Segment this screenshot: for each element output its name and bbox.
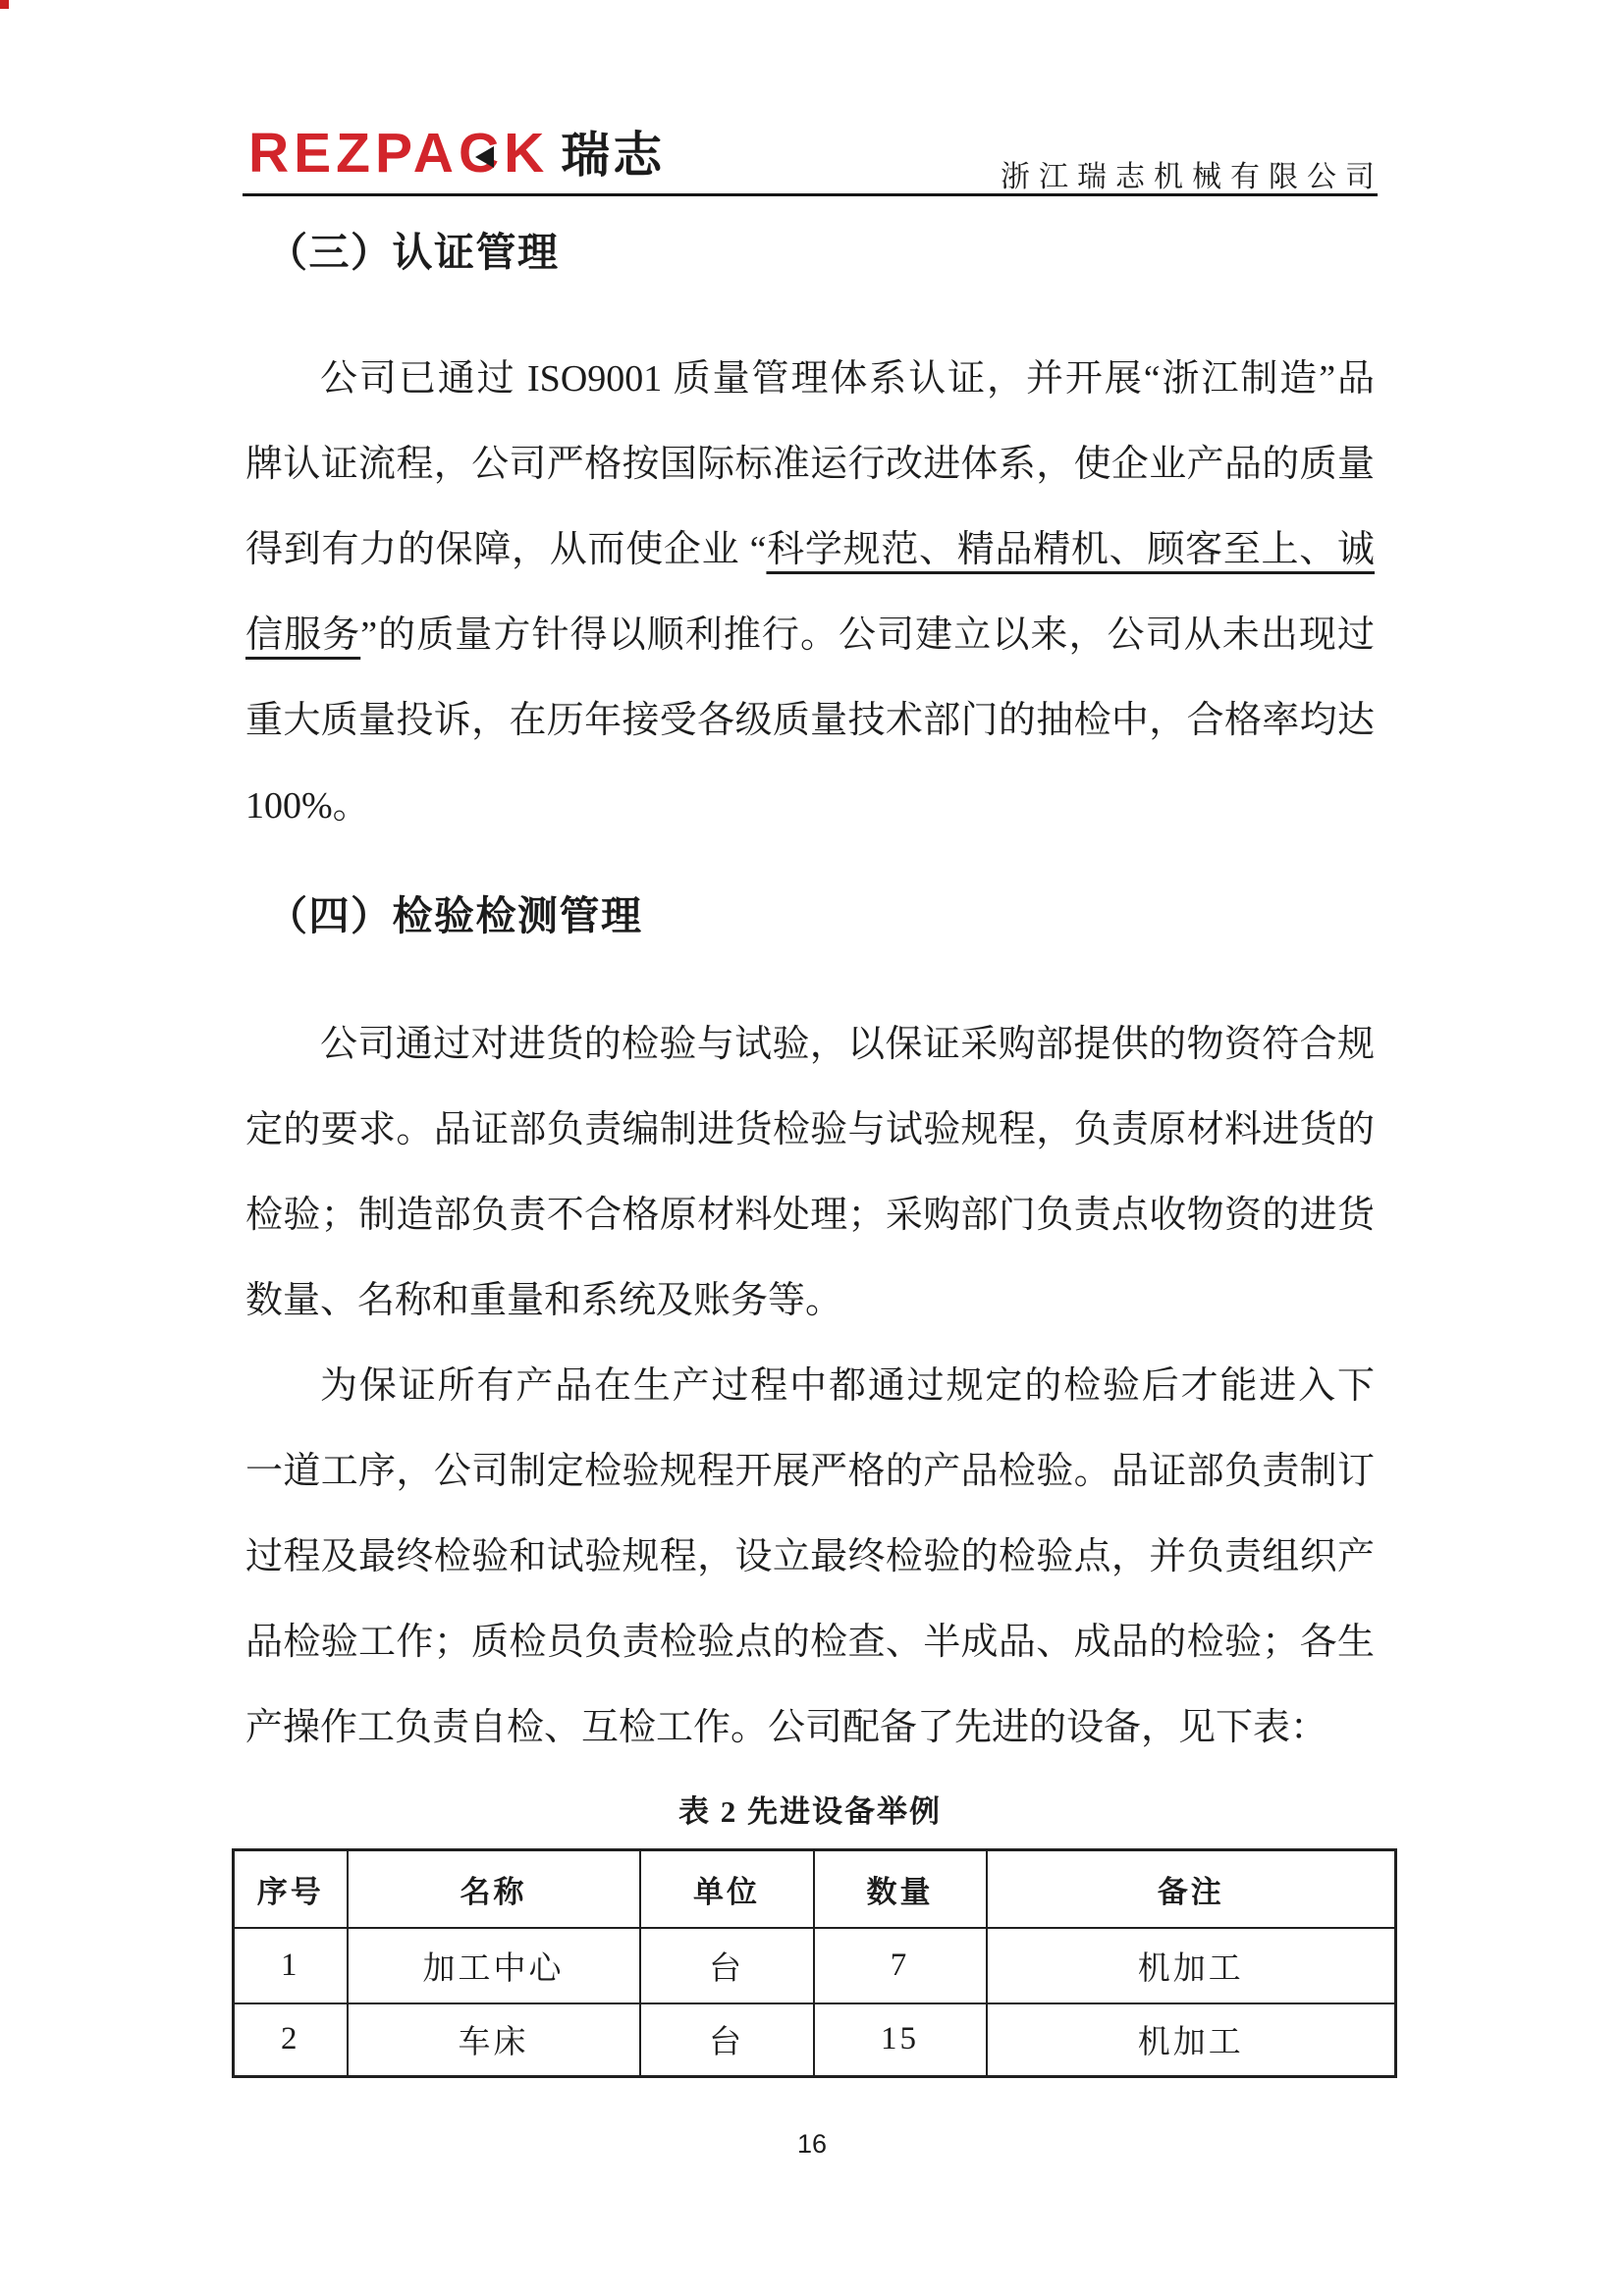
paragraph-certification bbox=[245, 337, 1375, 849]
table-caption: 表 2 先进设备举例 bbox=[678, 1794, 942, 1829]
text-line bbox=[245, 1515, 1375, 1600]
text-segment: 品检验工作；质检员负责检验点的检查、半成品、成品的检验；各生 bbox=[245, 1622, 1375, 1663]
table-cell: 车床 bbox=[348, 2003, 640, 2077]
table-cell: 15 bbox=[814, 2003, 987, 2077]
text-line bbox=[245, 1088, 1375, 1173]
underlined-text: 信服务 bbox=[245, 614, 361, 656]
text-line bbox=[245, 1685, 1375, 1771]
text-segment: 检验；制造部负责不合格原材料处理；采购部门负责点收物资的进货 bbox=[245, 1195, 1375, 1236]
text-segment: 公司已通过 ISO9001 质量管理体系认证，并开展“浙江制造”品 bbox=[320, 358, 1375, 400]
text-segment: 100%。 bbox=[245, 785, 370, 827]
column-header: 单位 bbox=[640, 1850, 814, 1928]
text-segment: 牌认证流程，公司严格按国际标准运行改进体系，使企业产品的质量 bbox=[245, 444, 1375, 485]
column-header: 数量 bbox=[814, 1850, 987, 1928]
table-cell: 台 bbox=[640, 1928, 814, 2003]
paragraph-process-inspection bbox=[245, 1344, 1375, 1771]
table-cell: 机加工 bbox=[987, 2003, 1396, 2077]
column-header: 序号 bbox=[234, 1850, 348, 1928]
text-line bbox=[245, 1002, 1375, 1088]
text-line bbox=[245, 507, 1375, 593]
table-cell: 1 bbox=[234, 1928, 348, 2003]
text-line bbox=[245, 1344, 1375, 1429]
table-cell: 台 bbox=[640, 2003, 814, 2077]
text-line bbox=[245, 422, 1375, 507]
text-segment: 为保证所有产品在生产过程中都通过规定的检验后才能进入下 bbox=[320, 1365, 1375, 1407]
text-segment: 得到有力的保障，从而使企业 “ bbox=[245, 529, 767, 570]
text-segment: 产操作工负责自检、互检工作。公司配备了先进的设备，见下表： bbox=[245, 1707, 1328, 1748]
text-segment: 公司通过对进货的检验与试验，以保证采购部提供的物资符合规 bbox=[320, 1024, 1375, 1065]
text-segment: ”的质量方针得以顺利推行。公司建立以来，公司从未出现过 bbox=[360, 614, 1375, 656]
column-header: 名称 bbox=[348, 1850, 640, 1928]
text-segment: 重大质量投诉，在历年接受各级质量技术部门的抽检中，合格率均达 bbox=[245, 700, 1375, 741]
text-segment: 定的要求。品证部负责编制进货检验与试验规程，负责原材料进货的 bbox=[245, 1109, 1375, 1150]
section-heading-3: （三）认证管理 bbox=[267, 230, 560, 275]
paragraph-incoming-inspection bbox=[245, 1002, 1375, 1344]
text-line bbox=[245, 1600, 1375, 1685]
text-line bbox=[245, 1173, 1375, 1258]
table-header-row bbox=[234, 1850, 1396, 1928]
section-heading-4: （四）检验检测管理 bbox=[267, 893, 643, 938]
table-cell: 机加工 bbox=[987, 1928, 1396, 2003]
column-header: 备注 bbox=[987, 1850, 1396, 1928]
header-company-name: 浙江瑞志机械有限公司 bbox=[1001, 161, 1383, 193]
text-line bbox=[245, 678, 1375, 764]
table-cell: 2 bbox=[234, 2003, 348, 2077]
header-rule bbox=[243, 193, 1378, 196]
table-cell: 加工中心 bbox=[348, 1928, 640, 2003]
table-row bbox=[234, 2003, 1396, 2077]
underlined-text: 科学规范、精品精机、顾客至上、诚 bbox=[766, 529, 1375, 570]
table-cell: 7 bbox=[814, 1928, 987, 2003]
text-segment: 数量、名称和重量和系统及账务等。 bbox=[245, 1280, 843, 1321]
equipment-table bbox=[232, 1848, 1397, 2078]
text-line bbox=[245, 764, 1375, 849]
text-segment: 过程及最终检验和试验规程，设立最终检验的检验点，并负责组织产 bbox=[245, 1536, 1375, 1577]
text-line bbox=[245, 337, 1375, 422]
company-logo bbox=[248, 124, 665, 185]
logo-triangle-icon bbox=[475, 146, 494, 168]
scan-corner-artifact bbox=[0, 0, 9, 9]
text-line bbox=[245, 1429, 1375, 1515]
text-line bbox=[245, 1258, 1375, 1344]
page-number: 16 bbox=[796, 2129, 828, 2159]
logo-cjk-text: 瑞志 bbox=[561, 128, 666, 183]
text-segment: 一道工序，公司制定检验规程开展严格的产品检验。品证部负责制订 bbox=[245, 1451, 1375, 1492]
text-line bbox=[245, 593, 1375, 678]
logo-latin-text: REZPACK bbox=[248, 122, 550, 185]
table-row bbox=[234, 1928, 1396, 2003]
